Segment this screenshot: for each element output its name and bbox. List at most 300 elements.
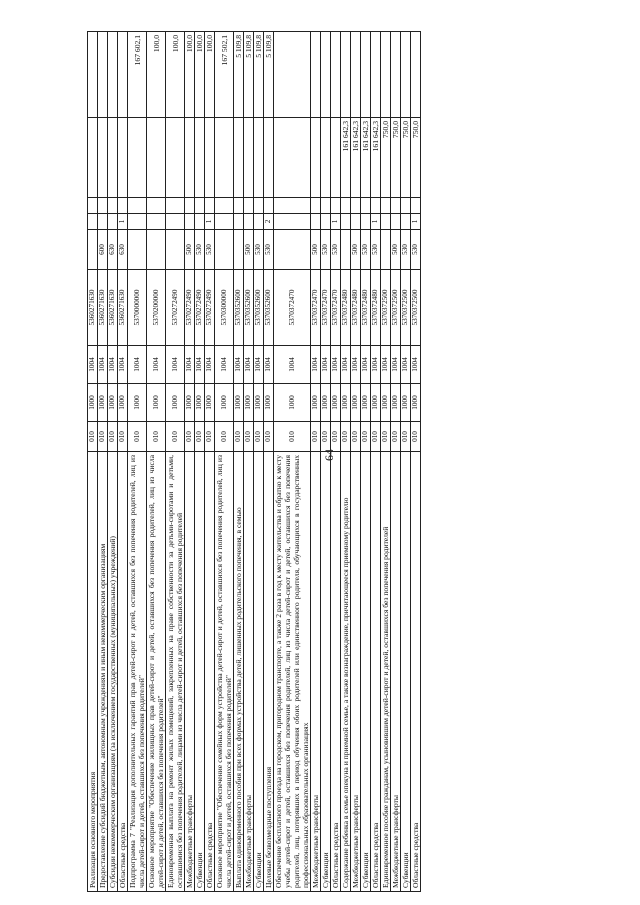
row-section-cell: 1000 (264, 384, 274, 422)
row-total-cell (401, 32, 411, 118)
row-total-cell: 5 109,8 (244, 32, 254, 118)
row-section-cell: 1000 (234, 384, 244, 422)
row-target-code-cell: 5370372480 (351, 270, 361, 346)
row-name-cell: Выплата единовременного пособия при всех формах устройства детей, лишенных родительского попечения, в семью (234, 452, 244, 892)
row-expense-type-cell: 530 (401, 230, 411, 270)
row-subsection-cell: 1004 (195, 346, 205, 384)
table-body (88, 32, 421, 892)
row-source-cell (244, 214, 254, 230)
row-total-cell (274, 32, 311, 118)
row-target-code-cell: 5370272490 (205, 270, 215, 346)
row-total-cell (98, 32, 108, 118)
row-target-code-cell: 5370372480 (361, 270, 371, 346)
row-source-cell: 1 (205, 214, 215, 230)
row-source-cell (147, 214, 166, 230)
row-ga-cell: 010 (321, 422, 331, 452)
row-name-cell: Субвенции (321, 452, 331, 892)
row-amount-cell (274, 118, 311, 198)
table-row (361, 32, 371, 892)
row-target-code-cell: 5370200000 (147, 270, 166, 346)
row-subsection-cell: 1004 (108, 346, 118, 384)
row-total-cell: 5 109,8 (264, 32, 274, 118)
row-source-cell (185, 214, 195, 230)
row-amount-cell (147, 118, 166, 198)
row-subsection-cell: 1004 (274, 346, 311, 384)
row-amount-cell (118, 118, 128, 198)
row-name-cell: Областные средства (411, 452, 421, 892)
row-amount-cell: 750,0 (381, 118, 391, 198)
table-row (264, 32, 274, 892)
row-total-cell (88, 32, 98, 118)
row-source2-cell (411, 198, 421, 214)
row-subsection-cell: 1004 (264, 346, 274, 384)
row-subsection-cell: 1004 (351, 346, 361, 384)
row-subsection-cell: 1004 (331, 346, 341, 384)
row-amount-cell (215, 118, 234, 198)
row-subsection-cell: 1004 (234, 346, 244, 384)
row-section-cell: 1000 (128, 384, 147, 422)
table-row (88, 32, 98, 892)
row-expense-type-cell (274, 230, 311, 270)
row-expense-type-cell: 500 (391, 230, 401, 270)
row-target-code-cell: 5370352600 (234, 270, 244, 346)
row-ga-cell: 010 (381, 422, 391, 452)
table-row (147, 32, 166, 892)
row-target-code-cell: 5370372470 (274, 270, 311, 346)
row-section-cell: 1000 (254, 384, 264, 422)
row-expense-type-cell: 630 (108, 230, 118, 270)
row-section-cell: 1000 (98, 384, 108, 422)
row-source-cell: 1 (118, 214, 128, 230)
row-amount-cell (166, 118, 185, 198)
row-amount-cell: 161 642,3 (351, 118, 361, 198)
row-expense-type-cell: 530 (411, 230, 421, 270)
row-source-cell: 2 (264, 214, 274, 230)
row-source2-cell (361, 198, 371, 214)
row-ga-cell: 010 (361, 422, 371, 452)
row-ga-cell: 010 (264, 422, 274, 452)
row-section-cell: 1000 (361, 384, 371, 422)
row-subsection-cell: 1004 (118, 346, 128, 384)
row-section-cell: 1000 (244, 384, 254, 422)
row-expense-type-cell: 530 (264, 230, 274, 270)
row-target-code-cell: 5370352600 (264, 270, 274, 346)
row-source-cell (391, 214, 401, 230)
row-expense-type-cell (341, 230, 351, 270)
row-section-cell: 1000 (147, 384, 166, 422)
row-name-cell: Субвенции (254, 452, 264, 892)
row-total-cell: 167 602,1 (128, 32, 147, 118)
row-source2-cell (331, 198, 341, 214)
row-subsection-cell: 1004 (341, 346, 351, 384)
row-expense-type-cell (381, 230, 391, 270)
row-target-code-cell: 5360271630 (118, 270, 128, 346)
row-amount-cell (195, 118, 205, 198)
row-section-cell: 1000 (311, 384, 321, 422)
row-amount-cell (254, 118, 264, 198)
row-name-cell: Областные средства (331, 452, 341, 892)
table-row (215, 32, 234, 892)
row-subsection-cell: 1004 (244, 346, 254, 384)
row-source2-cell (264, 198, 274, 214)
row-subsection-cell: 1004 (381, 346, 391, 384)
row-target-code-cell: 5370372500 (411, 270, 421, 346)
row-amount-cell (244, 118, 254, 198)
row-source-cell: 1 (411, 214, 421, 230)
row-amount-cell (88, 118, 98, 198)
row-ga-cell: 010 (401, 422, 411, 452)
row-section-cell: 1000 (166, 384, 185, 422)
table-row (244, 32, 254, 892)
row-name-cell: Областные средства (205, 452, 215, 892)
row-section-cell: 1000 (205, 384, 215, 422)
row-name-cell: Содержание ребенка в семье опекуна и приемной семье, а также вознаграждение, причитающееся приемному родителю (341, 452, 351, 892)
row-source-cell (351, 214, 361, 230)
row-source2-cell (234, 198, 244, 214)
row-amount-cell (331, 118, 341, 198)
row-ga-cell: 010 (341, 422, 351, 452)
row-total-cell (371, 32, 381, 118)
row-source-cell (274, 214, 311, 230)
row-source2-cell (147, 198, 166, 214)
row-source2-cell (371, 198, 381, 214)
table-row (381, 32, 391, 892)
row-total-cell (361, 32, 371, 118)
row-target-code-cell: 5370352600 (254, 270, 264, 346)
row-total-cell: 100,0 (195, 32, 205, 118)
row-section-cell: 1000 (391, 384, 401, 422)
row-source2-cell (108, 198, 118, 214)
row-target-code-cell: 5360271630 (108, 270, 118, 346)
row-source2-cell (381, 198, 391, 214)
table-row (401, 32, 411, 892)
table-row (311, 32, 321, 892)
row-ga-cell: 010 (244, 422, 254, 452)
table-row (195, 32, 205, 892)
row-source2-cell (311, 198, 321, 214)
row-name-cell: Субвенции (195, 452, 205, 892)
row-name-cell: Областные средства (118, 452, 128, 892)
row-target-code-cell: 5370272490 (166, 270, 185, 346)
row-ga-cell: 010 (215, 422, 234, 452)
row-expense-type-cell: 630 (118, 230, 128, 270)
row-total-cell (331, 32, 341, 118)
row-name-cell: Основное мероприятие "Обеспечение семейных форм устройства детей-сирот и детей, оставшихся без попечения родителей, лиц из числа детей-сирот и детей, оставшихся без попечения родителей" (215, 452, 234, 892)
row-amount-cell (128, 118, 147, 198)
table-row (234, 32, 244, 892)
row-expense-type-cell (128, 230, 147, 270)
row-source2-cell (341, 198, 351, 214)
table-row (98, 32, 108, 892)
row-source-cell (108, 214, 118, 230)
row-source-cell (98, 214, 108, 230)
row-expense-type-cell: 500 (185, 230, 195, 270)
row-subsection-cell: 1004 (311, 346, 321, 384)
row-ga-cell: 010 (411, 422, 421, 452)
table-row (391, 32, 401, 892)
row-target-code-cell: 5370352600 (244, 270, 254, 346)
row-section-cell: 1000 (371, 384, 381, 422)
row-source-cell (234, 214, 244, 230)
row-subsection-cell: 1004 (361, 346, 371, 384)
row-total-cell: 100,0 (147, 32, 166, 118)
row-source2-cell (128, 198, 147, 214)
table-row (371, 32, 381, 892)
row-section-cell: 1000 (108, 384, 118, 422)
row-source2-cell (254, 198, 264, 214)
row-name-cell: Единовременное пособие гражданам, усыновившим детей-сирот и детей, оставшихся без попечения родителей (381, 452, 391, 892)
row-expense-type-cell: 530 (205, 230, 215, 270)
row-subsection-cell: 1004 (411, 346, 421, 384)
row-total-cell: 100,0 (205, 32, 215, 118)
row-amount-cell: 750,0 (411, 118, 421, 198)
row-name-cell: Областные средства (371, 452, 381, 892)
row-expense-type-cell: 530 (331, 230, 341, 270)
row-total-cell (341, 32, 351, 118)
row-section-cell: 1000 (351, 384, 361, 422)
row-expense-type-cell: 530 (254, 230, 264, 270)
row-subsection-cell: 1004 (215, 346, 234, 384)
row-expense-type-cell: 500 (311, 230, 321, 270)
row-section-cell: 1000 (411, 384, 421, 422)
row-target-code-cell: 5360271630 (98, 270, 108, 346)
row-expense-type-cell (88, 230, 98, 270)
row-ga-cell: 010 (185, 422, 195, 452)
row-subsection-cell: 1004 (185, 346, 195, 384)
row-total-cell (381, 32, 391, 118)
row-amount-cell (234, 118, 244, 198)
row-total-cell (118, 32, 128, 118)
table-row (274, 32, 311, 892)
row-expense-type-cell: 530 (321, 230, 331, 270)
row-subsection-cell: 1004 (401, 346, 411, 384)
row-subsection-cell: 1004 (128, 346, 147, 384)
row-section-cell: 1000 (331, 384, 341, 422)
row-total-cell: 5 109,8 (234, 32, 244, 118)
row-ga-cell: 010 (98, 422, 108, 452)
row-expense-type-cell (147, 230, 166, 270)
row-source-cell (361, 214, 371, 230)
row-source-cell (401, 214, 411, 230)
row-source2-cell (401, 198, 411, 214)
budget-table (87, 31, 421, 892)
table-row (351, 32, 361, 892)
row-section-cell: 1000 (321, 384, 331, 422)
row-target-code-cell: 5370372470 (331, 270, 341, 346)
row-expense-type-cell: 500 (351, 230, 361, 270)
row-source2-cell (274, 198, 311, 214)
row-target-code-cell: 5370300000 (215, 270, 234, 346)
row-ga-cell: 010 (147, 422, 166, 452)
row-source-cell (215, 214, 234, 230)
row-target-code-cell: 5370372500 (401, 270, 411, 346)
table-row (166, 32, 185, 892)
row-expense-type-cell: 600 (98, 230, 108, 270)
row-source2-cell (321, 198, 331, 214)
row-target-code-cell: 5370372470 (311, 270, 321, 346)
row-source2-cell (391, 198, 401, 214)
row-amount-cell (311, 118, 321, 198)
row-ga-cell: 010 (234, 422, 244, 452)
row-amount-cell (185, 118, 195, 198)
row-subsection-cell: 1004 (321, 346, 331, 384)
row-subsection-cell: 1004 (371, 346, 381, 384)
row-subsection-cell: 1004 (166, 346, 185, 384)
row-ga-cell: 010 (88, 422, 98, 452)
row-subsection-cell: 1004 (88, 346, 98, 384)
row-total-cell (108, 32, 118, 118)
row-ga-cell: 010 (391, 422, 401, 452)
row-name-cell: Единовременная выплата на ремонт жилых помещений, закрепленных на праве собственности за детьми-сиротами и детьми, оставшимися без попечения родителей, лицами из числа детей-сирот и детей, оставшихся без попечения родителей (166, 452, 185, 892)
row-total-cell (321, 32, 331, 118)
row-target-code-cell: 5370272490 (195, 270, 205, 346)
row-source-cell (195, 214, 205, 230)
rotated-budget-table (87, 32, 557, 892)
table-row (205, 32, 215, 892)
row-source2-cell (166, 198, 185, 214)
row-section-cell: 1000 (185, 384, 195, 422)
row-ga-cell: 010 (311, 422, 321, 452)
row-name-cell: Реализация основного мероприятия (88, 452, 98, 892)
row-name-cell: Основное мероприятие "Обеспечение жилищных прав детей-сирот и детей, оставшихся без попечения родителей, лиц из числа детей-сирот и детей, оставшихся без попечения родителей" (147, 452, 166, 892)
table-row (185, 32, 195, 892)
row-name-cell: Межбюджетные трансферты (244, 452, 254, 892)
row-amount-cell (98, 118, 108, 198)
row-amount-cell (321, 118, 331, 198)
table-row (321, 32, 331, 892)
row-target-code-cell: 5370000000 (128, 270, 147, 346)
row-name-cell: Межбюджетные трансферты (391, 452, 401, 892)
row-total-cell (411, 32, 421, 118)
row-section-cell: 1000 (401, 384, 411, 422)
table-row (254, 32, 264, 892)
row-target-code-cell: 5370272490 (185, 270, 195, 346)
row-expense-type-cell: 530 (371, 230, 381, 270)
row-source2-cell (118, 198, 128, 214)
row-total-cell: 100,0 (166, 32, 185, 118)
row-total-cell: 100,0 (185, 32, 195, 118)
row-expense-type-cell (215, 230, 234, 270)
row-total-cell (311, 32, 321, 118)
row-section-cell: 1000 (88, 384, 98, 422)
row-source2-cell (244, 198, 254, 214)
row-subsection-cell: 1004 (254, 346, 264, 384)
row-expense-type-cell: 530 (361, 230, 371, 270)
row-source-cell: 1 (331, 214, 341, 230)
row-name-cell: Предоставление субсидий бюджетным, автономным учреждениям и иным некоммерческим организациям (98, 452, 108, 892)
row-amount-cell: 161 642,3 (371, 118, 381, 198)
row-source2-cell (351, 198, 361, 214)
row-target-code-cell: 5370372500 (381, 270, 391, 346)
row-section-cell: 1000 (195, 384, 205, 422)
row-subsection-cell: 1004 (391, 346, 401, 384)
row-amount-cell: 161 642,3 (341, 118, 351, 198)
row-source-cell (88, 214, 98, 230)
row-expense-type-cell: 500 (244, 230, 254, 270)
row-source2-cell (98, 198, 108, 214)
row-source-cell: 1 (371, 214, 381, 230)
row-target-code-cell: 5370372470 (321, 270, 331, 346)
row-source2-cell (195, 198, 205, 214)
row-source-cell (341, 214, 351, 230)
row-name-cell: Субвенции (401, 452, 411, 892)
table-row (118, 32, 128, 892)
table-row (108, 32, 118, 892)
row-source-cell (128, 214, 147, 230)
row-amount-cell (264, 118, 274, 198)
row-amount-cell: 750,0 (391, 118, 401, 198)
page-number: 64 (322, 449, 336, 461)
row-name-cell: Подпрограмма 7 "Реализация дополнительных гарантий прав детей-сирот и детей, оставшихся без попечения родителей, лиц из числа детей-сирот и детей, оставшихся без попечения родителей" (128, 452, 147, 892)
row-section-cell: 1000 (118, 384, 128, 422)
row-ga-cell: 010 (331, 422, 341, 452)
row-amount-cell: 161 642,3 (361, 118, 371, 198)
row-source2-cell (215, 198, 234, 214)
row-source-cell (311, 214, 321, 230)
row-name-cell: Межбюджетные трансферты (311, 452, 321, 892)
row-source-cell (254, 214, 264, 230)
row-name-cell: Обеспечение бесплатного проезда на городском, пригородном транспорте, а также 2 раза в год к месту жительства и обратно к месту учебы детей-сирот и детей, оставшихся без попечения родителей, лиц из числа детей-сирот и детей, оставшихся без попечения родителей, лиц, потерявших в период обучения обоих родителей или единственного родителя, обучающихся в государственных профессиональных образовательных организациях (274, 452, 311, 892)
row-source-cell (166, 214, 185, 230)
row-ga-cell: 010 (118, 422, 128, 452)
row-amount-cell (205, 118, 215, 198)
row-name-cell: Субвенции (361, 452, 371, 892)
row-ga-cell: 010 (128, 422, 147, 452)
row-total-cell: 5 109,8 (254, 32, 264, 118)
row-ga-cell: 010 (274, 422, 311, 452)
row-source-cell (381, 214, 391, 230)
row-section-cell: 1000 (341, 384, 351, 422)
row-total-cell: 167 502,1 (215, 32, 234, 118)
row-section-cell: 1000 (381, 384, 391, 422)
row-subsection-cell: 1004 (205, 346, 215, 384)
row-ga-cell: 010 (205, 422, 215, 452)
table-row (128, 32, 147, 892)
table-row (411, 32, 421, 892)
row-source2-cell (185, 198, 195, 214)
table-row (341, 32, 351, 892)
row-target-code-cell: 5370372480 (341, 270, 351, 346)
row-ga-cell: 010 (254, 422, 264, 452)
row-section-cell: 1000 (274, 384, 311, 422)
row-source2-cell (205, 198, 215, 214)
row-amount-cell (108, 118, 118, 198)
row-amount-cell: 750,0 (401, 118, 411, 198)
row-source-cell (321, 214, 331, 230)
table-row (331, 32, 341, 892)
row-ga-cell: 010 (166, 422, 185, 452)
row-ga-cell: 010 (195, 422, 205, 452)
row-ga-cell: 010 (371, 422, 381, 452)
row-ga-cell: 010 (351, 422, 361, 452)
row-name-cell: Межбюджетные трансферты (185, 452, 195, 892)
row-expense-type-cell: 530 (195, 230, 205, 270)
row-section-cell: 1000 (215, 384, 234, 422)
row-target-code-cell: 5370372480 (371, 270, 381, 346)
row-source2-cell (88, 198, 98, 214)
row-total-cell (391, 32, 401, 118)
row-ga-cell: 010 (108, 422, 118, 452)
row-name-cell: Межбюджетные трансферты (351, 452, 361, 892)
row-expense-type-cell (234, 230, 244, 270)
row-name-cell: Целевые безвозмездные поступления (264, 452, 274, 892)
row-target-code-cell: 5360271630 (88, 270, 98, 346)
row-expense-type-cell (166, 230, 185, 270)
row-target-code-cell: 5370372500 (391, 270, 401, 346)
row-name-cell: Субсидии некоммерческим организациям (за исключением государственных (муниципальных) учреждений) (108, 452, 118, 892)
row-subsection-cell: 1004 (147, 346, 166, 384)
row-subsection-cell: 1004 (98, 346, 108, 384)
